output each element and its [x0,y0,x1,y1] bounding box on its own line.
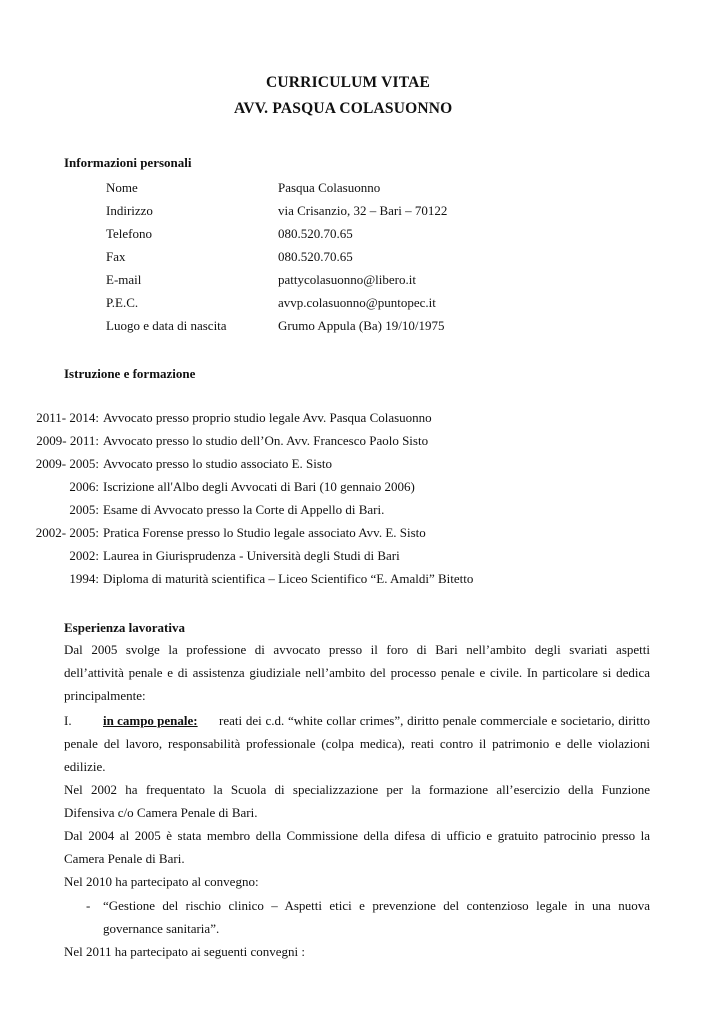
experience-paragraph-line: Camera Penale di Bari. [64,851,185,866]
personal-value-email: pattycolasuonno@libero.it [278,272,416,287]
experience-paragraph-line: Difensiva c/o Camera Penale di Bari. [64,805,258,820]
personal-label-pec: P.E.C. [106,295,139,310]
personal-value-birth: Grumo Appula (Ba) 19/10/1975 [278,318,445,333]
bullet-text: governance sanitaria”. [103,921,220,936]
education-text: Diploma di maturità scientifica – Liceo Scientifico “E. Amaldi” Bitetto [103,571,474,586]
education-years: 2006: [69,479,99,494]
list-item-text: reati dei c.d. “white collar crimes”, diritto penale commerciale e societario, diritto [219,713,650,728]
experience-paragraph-line: dell’attività penale e di assistenza giudiziale nell’ambito del processo penale e civile. In particolare si dedica [64,665,650,680]
education-text: Avvocato presso proprio studio legale Avv. Pasqua Colasuonno [103,410,432,425]
section-heading-personal: Informazioni personali [64,155,192,170]
personal-value-fax: 080.520.70.65 [278,249,353,264]
education-years: 2002- 2005: [35,525,99,540]
experience-paragraph-line: principalmente: [64,688,146,703]
personal-label-name: Nome [106,180,138,195]
education-years: 2002: [69,548,99,563]
personal-value-pec: avvp.colasuonno@puntopec.it [278,295,436,310]
personal-label-fax: Fax [106,249,126,264]
experience-paragraph-line: Dal 2004 al 2005 è stata membro della Commissione della difesa di ufficio e gratuito patrocinio presso la [64,828,650,843]
section-heading-experience: Esperienza lavorativa [64,620,185,635]
list-item-marker: I. [64,713,72,728]
experience-paragraph-line: Nel 2010 ha partecipato al convegno: [64,874,259,889]
personal-label-birth: Luogo e data di nascita [106,318,227,333]
list-item-text: penale del lavoro, responsabilità professionale (colpa medica), reati contro il patrimonio e delle violazioni [64,736,650,751]
experience-paragraph-line: Dal 2005 svolge la professione di avvocato presso il foro di Bari nell’ambito degli svariati aspetti [64,642,650,657]
bullet-text: “Gestione del rischio clinico – Aspetti etici e prevenzione del contenzioso legale in una nuova [103,898,650,913]
education-years: 2009- 2005: [35,456,99,471]
education-text: Avvocato presso lo studio associato E. Sisto [103,456,333,471]
personal-label-address: Indirizzo [106,203,153,218]
education-years: 2009- 2011: [36,433,99,448]
section-heading-education: Istruzione e formazione [64,366,196,381]
education-years: 2011- 2014: [36,410,99,425]
education-years: 1994: [69,571,99,586]
personal-label-phone: Telefono [106,226,153,241]
personal-value-phone: 080.520.70.65 [278,226,353,241]
personal-label-email: E-mail [106,272,142,287]
experience-paragraph-line: Nel 2002 ha frequentato la Scuola di specializzazione per la formazione all’esercizio della Funzione [64,782,650,797]
personal-value-name: Pasqua Colasuonno [278,180,381,195]
bullet-marker: - [86,898,91,913]
education-text: Iscrizione all'Albo degli Avvocati di Bari (10 gennaio 2006) [103,479,415,494]
document-subtitle-name: AVV. PASQUA COLASUONNO [234,100,453,117]
education-text: Laurea in Giurisprudenza - Università degli Studi di Bari [103,548,400,563]
education-years: 2005: [69,502,99,517]
list-item-label: in campo penale: [103,713,198,728]
education-text: Pratica Forense presso lo Studio legale associato Avv. E. Sisto [103,525,426,540]
experience-paragraph-line: Nel 2011 ha partecipato ai seguenti convegni : [64,944,306,959]
personal-value-address: via Crisanzio, 32 – Bari – 70122 [278,203,448,218]
education-text: Esame di Avvocato presso la Corte di Appello di Bari. [103,502,385,517]
list-item-text: edilizie. [64,759,106,774]
education-text: Avvocato presso lo studio dell’On. Avv. Francesco Paolo Sisto [103,433,429,448]
document-title: CURRICULUM VITAE [266,74,431,91]
